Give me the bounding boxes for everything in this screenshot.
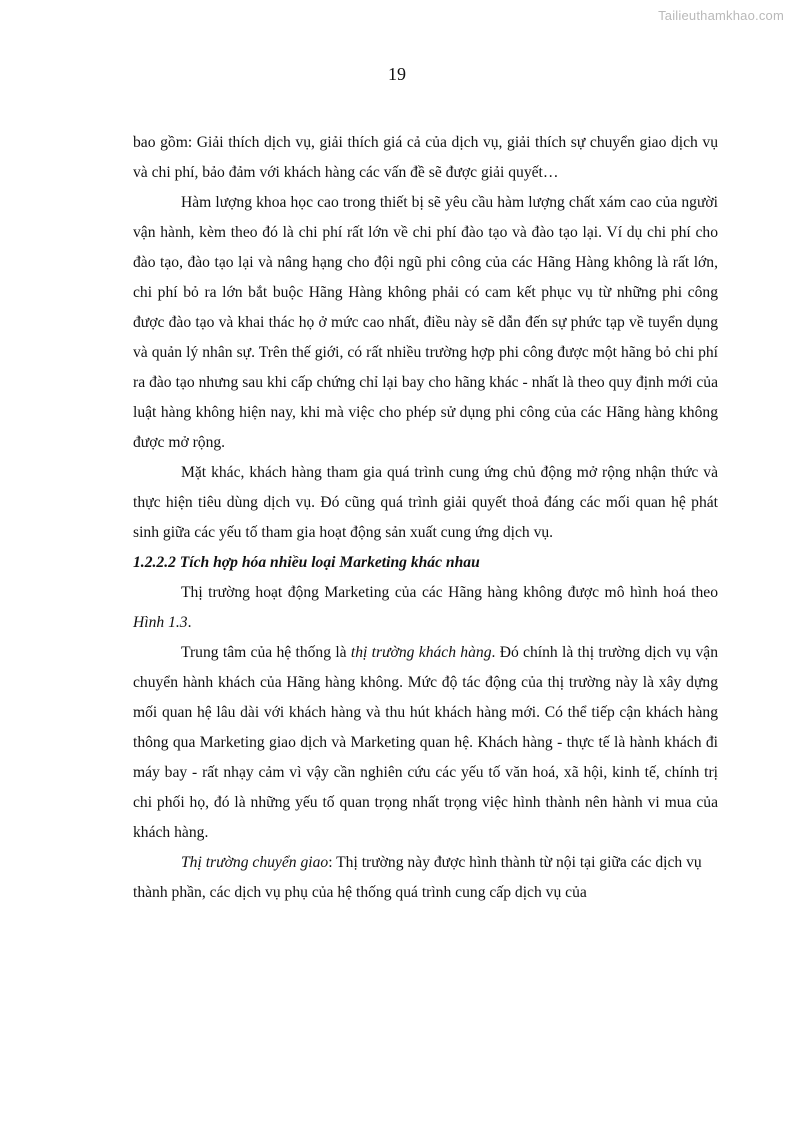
customer-market-term: thị trường khách hàng [350, 644, 492, 661]
watermark: Tailieuthamkhao.com [658, 8, 784, 23]
paragraph-technology-cost: Hàm lượng khoa học cao trong thiết bị sẽ yêu cầu hàm lượng chất xám cao của người vận hành, kèm theo đó là chi phí rất lớn về chi phí đào tạo và đào tạo lại. Ví dụ chi phí cho đào tạo, đào tạo lại và nâng hạng cho đội ngũ phi công của các Hãng Hàng không là rất lớn, chi phí bỏ ra lớn bắt buộc Hãng Hàng không phải có cam kết phục vụ từ những phi công được đào tạo và khai thác họ ở mức cao nhất, điều này sẽ dẫn đến sự phức tạp về tuyển dụng và quản lý nhân sự. Trên thế giới, có rất nhiều trường hợp phi công được một hãng bỏ chi phí ra đào tạo nhưng sau khi cấp chứng chỉ lại bay cho hãng khác - nhất là theo quy định mới của luật hàng không hiện nay, khi mà việc cho phép sử dụng phi công của các Hãng hàng không được mở rộng. [133, 194, 718, 451]
figure-reference: Hình 1.3 [133, 614, 188, 631]
document-body [133, 128, 718, 908]
paragraph-market-model [133, 578, 718, 638]
page-number: 19 [388, 64, 406, 84]
section-heading: 1.2.2.2 Tích hợp hóa nhiều loại Marketing khác nhau [133, 554, 480, 571]
transfer-market-term: Thị trường chuyển giao [181, 854, 329, 871]
customer-market-body: . Đó chính là thị trường dịch vụ vận chuyển hành khách của Hãng hàng không. Mức độ tác động của thị trường này là xây dựng mối quan hệ lâu dài với khách hàng và thu hút khách hàng mới. Có thể tiếp cận khách hàng thông qua Marketing giao dịch và Marketing quan hệ. Khách hàng - thực tế là hành khách đi máy bay - rất nhạy cảm vì vậy cần nghiên cứu các yếu tố văn hoá, xã hội, kinh tế, chính trị chi phối họ, đó là những yếu tố quan trọng nhất trọng việc hình thành nên hành vi mua của khách hàng. [133, 644, 718, 841]
paragraph-customer-market [133, 638, 718, 848]
paragraph-transfer-market [133, 848, 718, 908]
customer-market-lead: Trung tâm của hệ thống là [181, 644, 351, 661]
paragraph-customer-participation: Mặt khác, khách hàng tham gia quá trình cung ứng chủ động mở rộng nhận thức và thực hiện tiêu dùng dịch vụ. Đó cũng quá trình giải quyết thoả đáng các mối quan hệ phát sinh giữa các yếu tố tham gia hoạt động sản xuất cung ứng dịch vụ. [133, 464, 718, 541]
paragraph-continuation: bao gồm: Giải thích dịch vụ, giải thích giá cả của dịch vụ, giải thích sự chuyển giao dịch vụ và chi phí, bảo đảm với khách hàng các vấn đề sẽ được giải quyết… [133, 134, 718, 181]
market-model-end: . [187, 614, 192, 631]
transfer-market-body: : Thị trường này được hình thành từ nội tại giữa các dịch vụ thành phần, các dịch vụ phụ của hệ thống quá trình cung cấp dịch vụ của [133, 854, 702, 901]
market-model-text: Thị trường hoạt động Marketing của các Hãng hàng không được mô hình hoá theo [181, 584, 718, 601]
